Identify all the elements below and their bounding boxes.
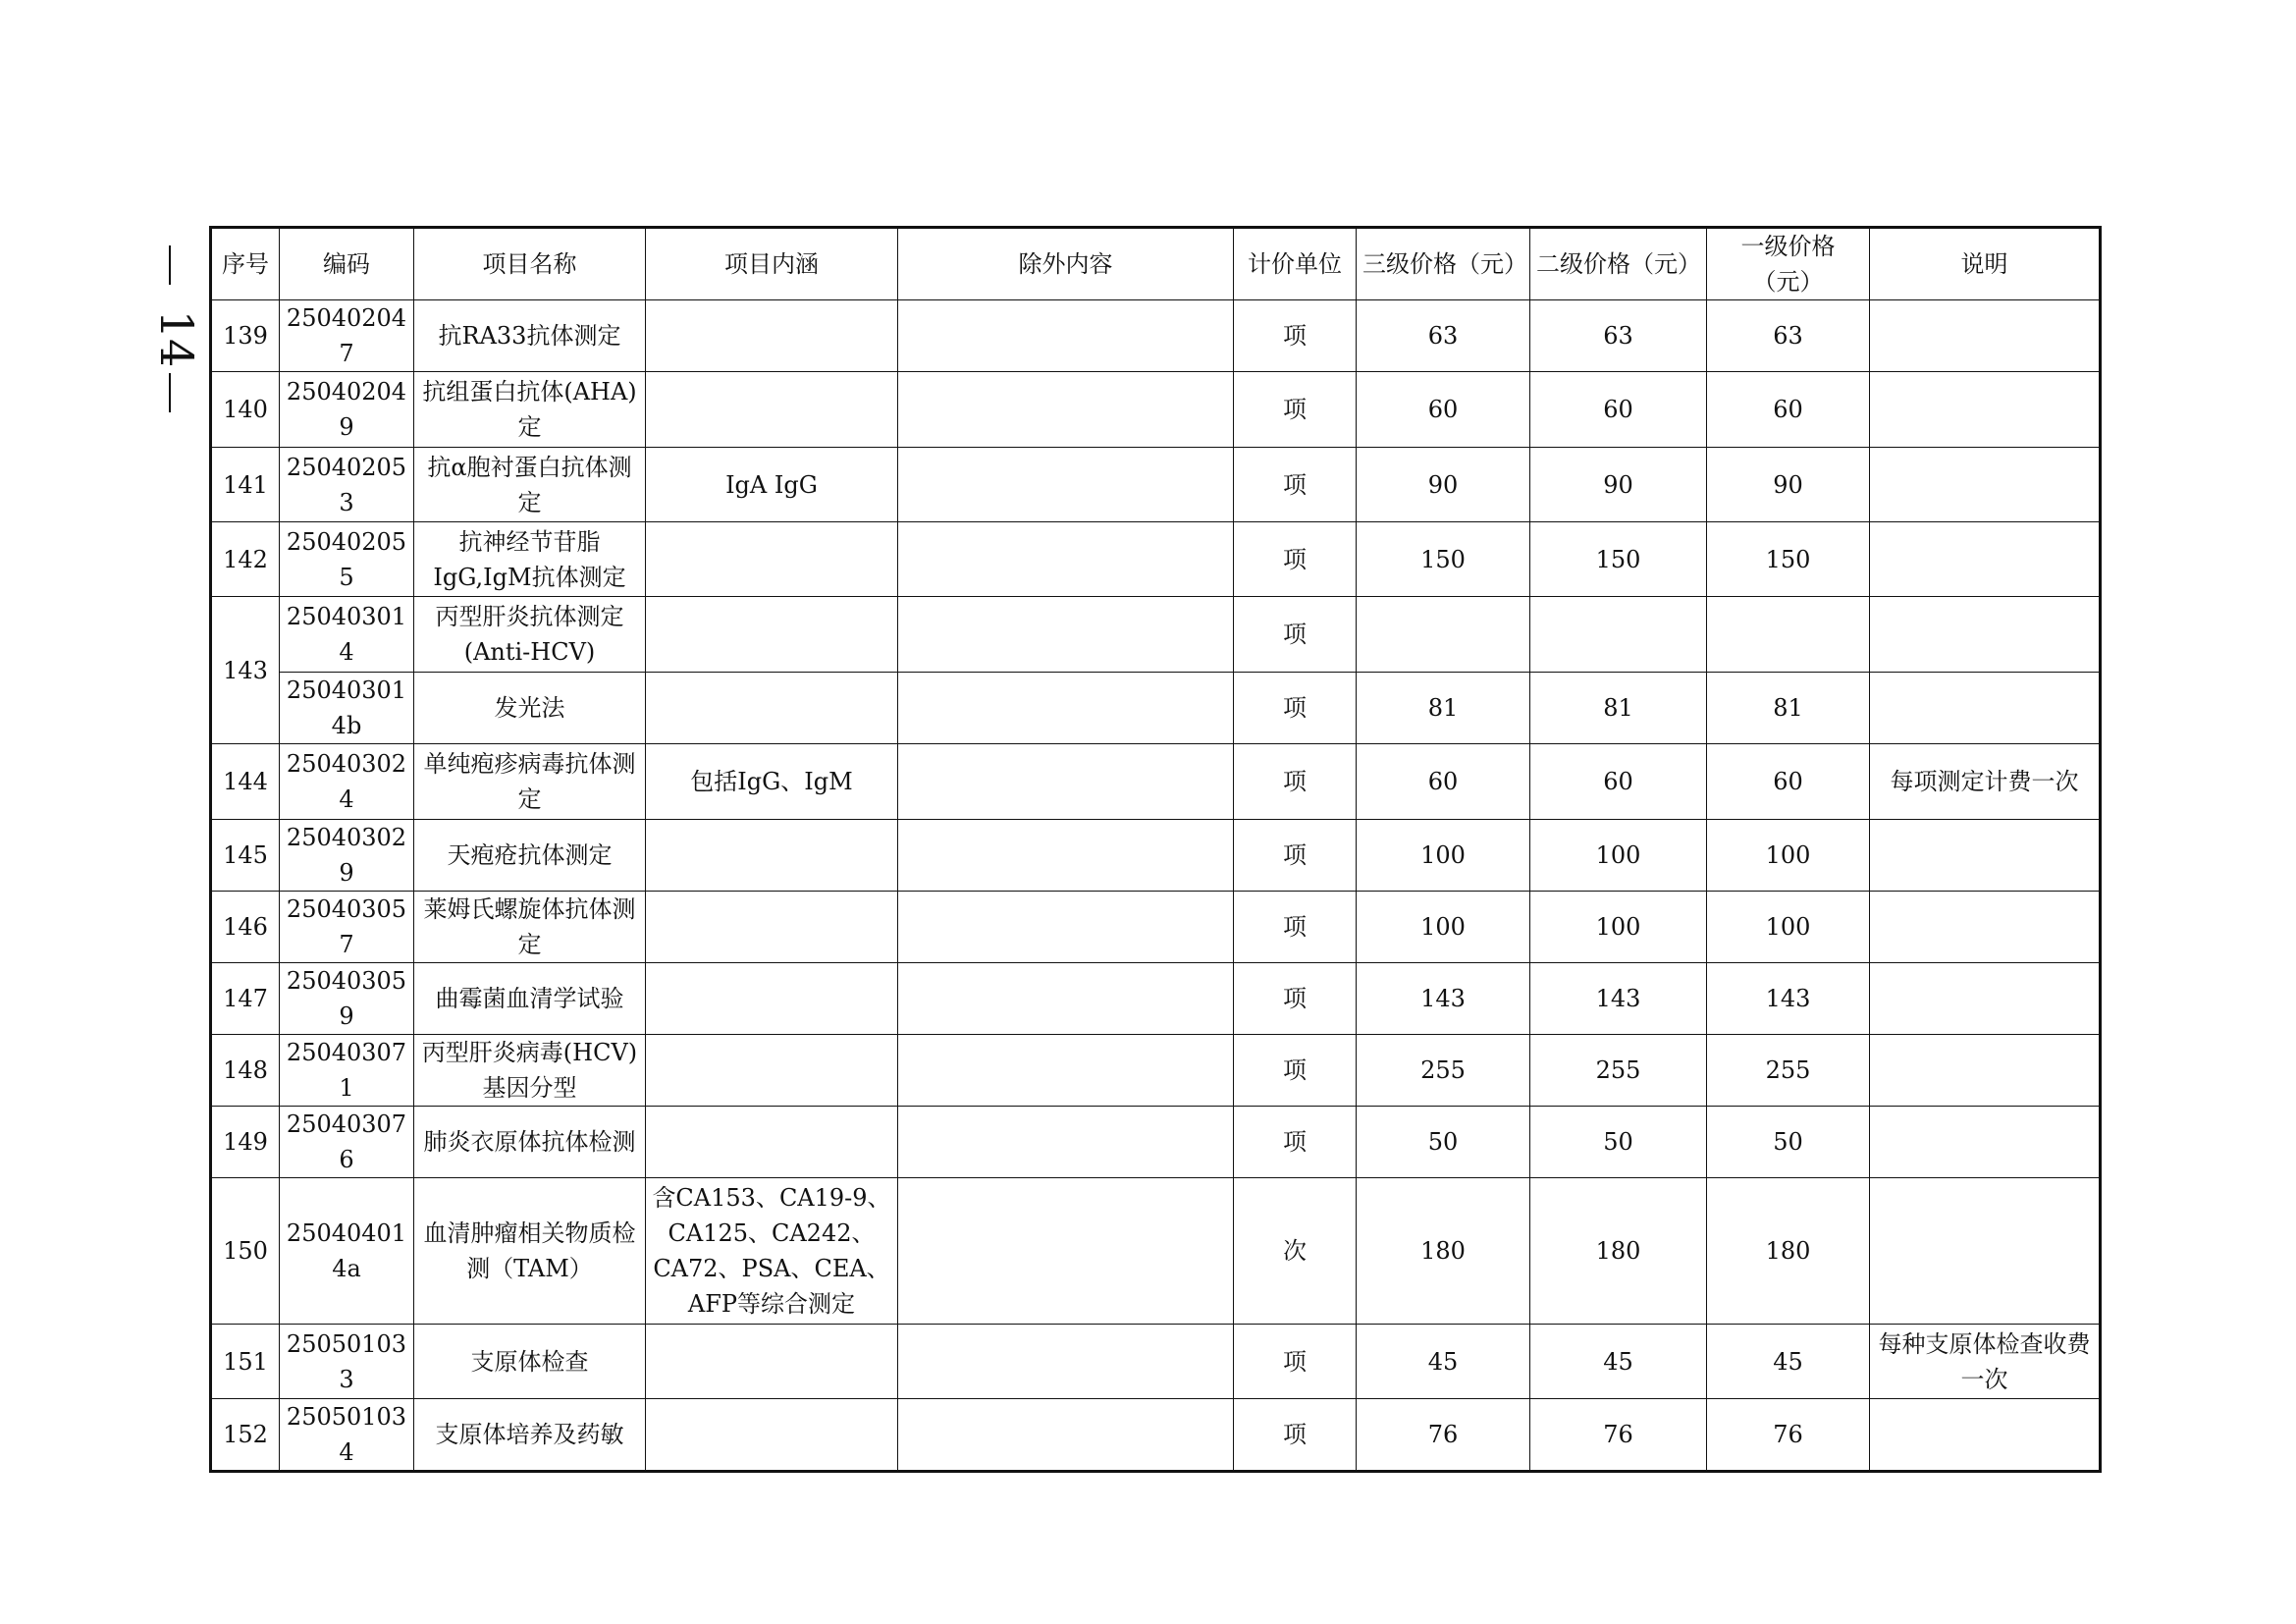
page-number-dash-bottom bbox=[169, 373, 171, 412]
cell-content bbox=[646, 673, 898, 744]
cell-price-level1: 76 bbox=[1707, 1399, 1870, 1472]
table-header-row bbox=[211, 228, 2101, 300]
cell-note bbox=[1870, 448, 2101, 522]
cell-unit: 项 bbox=[1234, 963, 1357, 1035]
cell-excluded bbox=[898, 963, 1234, 1035]
header-unit: 计价单位 bbox=[1234, 228, 1357, 300]
cell-unit: 项 bbox=[1234, 1107, 1357, 1178]
cell-excluded bbox=[898, 522, 1234, 597]
cell-price-level2: 60 bbox=[1530, 744, 1707, 820]
cell-price-level3: 45 bbox=[1357, 1325, 1530, 1399]
cell-code: 250403014 bbox=[280, 597, 414, 673]
cell-seq: 150 bbox=[211, 1178, 280, 1325]
cell-content bbox=[646, 1399, 898, 1472]
cell-note bbox=[1870, 372, 2101, 448]
cell-price-level3: 76 bbox=[1357, 1399, 1530, 1472]
cell-code: 250403071 bbox=[280, 1035, 414, 1107]
cell-price-level1: 150 bbox=[1707, 522, 1870, 597]
cell-name: 血清肿瘤相关物质检测（TAM） bbox=[414, 1178, 646, 1325]
page-number-text: 14 bbox=[150, 309, 203, 368]
table-row bbox=[211, 1178, 2101, 1325]
cell-price-level1: 60 bbox=[1707, 372, 1870, 448]
cell-price-level3: 50 bbox=[1357, 1107, 1530, 1178]
cell-price-level3: 100 bbox=[1357, 892, 1530, 963]
cell-content bbox=[646, 1035, 898, 1107]
cell-unit: 项 bbox=[1234, 744, 1357, 820]
cell-seq: 149 bbox=[211, 1107, 280, 1178]
table-row bbox=[211, 963, 2101, 1035]
cell-content: IgA IgG bbox=[646, 448, 898, 522]
cell-name: 支原体培养及药敏 bbox=[414, 1399, 646, 1472]
cell-name: 肺炎衣原体抗体检测 bbox=[414, 1107, 646, 1178]
cell-name: 抗神经节苷脂IgG,IgM抗体测定 bbox=[414, 522, 646, 597]
cell-code: 250402049 bbox=[280, 372, 414, 448]
cell-unit: 项 bbox=[1234, 892, 1357, 963]
cell-excluded bbox=[898, 372, 1234, 448]
cell-price-level1: 81 bbox=[1707, 673, 1870, 744]
cell-excluded bbox=[898, 300, 1234, 372]
cell-price-level1: 255 bbox=[1707, 1035, 1870, 1107]
table-row bbox=[211, 1399, 2101, 1472]
cell-unit: 项 bbox=[1234, 597, 1357, 673]
cell-price-level3: 100 bbox=[1357, 820, 1530, 892]
cell-code: 250501033 bbox=[280, 1325, 414, 1399]
cell-name: 单纯疱疹病毒抗体测定 bbox=[414, 744, 646, 820]
cell-name: 天疱疮抗体测定 bbox=[414, 820, 646, 892]
cell-note bbox=[1870, 963, 2101, 1035]
cell-excluded bbox=[898, 673, 1234, 744]
cell-code: 250402047 bbox=[280, 300, 414, 372]
cell-seq: 148 bbox=[211, 1035, 280, 1107]
cell-note bbox=[1870, 673, 2101, 744]
cell-excluded bbox=[898, 744, 1234, 820]
header-name: 项目名称 bbox=[414, 228, 646, 300]
cell-price-level2: 90 bbox=[1530, 448, 1707, 522]
cell-content bbox=[646, 1107, 898, 1178]
cell-seq: 151 bbox=[211, 1325, 280, 1399]
cell-note: 每项测定计费一次 bbox=[1870, 744, 2101, 820]
table-row bbox=[211, 448, 2101, 522]
cell-price-level2: 60 bbox=[1530, 372, 1707, 448]
cell-note bbox=[1870, 1107, 2101, 1178]
page-number bbox=[147, 245, 206, 412]
cell-price-level2: 45 bbox=[1530, 1325, 1707, 1399]
header-content: 项目内涵 bbox=[646, 228, 898, 300]
cell-content: 包括IgG、IgM bbox=[646, 744, 898, 820]
table-row bbox=[211, 522, 2101, 597]
cell-name: 抗组蛋白抗体(AHA)定 bbox=[414, 372, 646, 448]
header-price-level2: 二级价格（元） bbox=[1530, 228, 1707, 300]
cell-note bbox=[1870, 597, 2101, 673]
cell-seq: 140 bbox=[211, 372, 280, 448]
cell-price-level1: 180 bbox=[1707, 1178, 1870, 1325]
cell-price-level3: 143 bbox=[1357, 963, 1530, 1035]
cell-code: 250403024 bbox=[280, 744, 414, 820]
cell-code: 250403014b bbox=[280, 673, 414, 744]
cell-price-level3: 180 bbox=[1357, 1178, 1530, 1325]
cell-seq: 152 bbox=[211, 1399, 280, 1472]
cell-name: 抗α胞衬蛋白抗体测定 bbox=[414, 448, 646, 522]
cell-price-level2: 81 bbox=[1530, 673, 1707, 744]
cell-price-level1: 90 bbox=[1707, 448, 1870, 522]
cell-price-level3: 255 bbox=[1357, 1035, 1530, 1107]
cell-price-level3: 60 bbox=[1357, 744, 1530, 820]
cell-unit: 项 bbox=[1234, 522, 1357, 597]
cell-code: 250402055 bbox=[280, 522, 414, 597]
cell-unit: 项 bbox=[1234, 448, 1357, 522]
cell-unit: 项 bbox=[1234, 820, 1357, 892]
cell-excluded bbox=[898, 448, 1234, 522]
cell-code: 250403076 bbox=[280, 1107, 414, 1178]
cell-note bbox=[1870, 820, 2101, 892]
cell-content bbox=[646, 963, 898, 1035]
cell-seq: 142 bbox=[211, 522, 280, 597]
cell-code: 250402053 bbox=[280, 448, 414, 522]
cell-note: 每种支原体检查收费一次 bbox=[1870, 1325, 2101, 1399]
cell-price-level1: 60 bbox=[1707, 744, 1870, 820]
cell-content bbox=[646, 892, 898, 963]
cell-price-level2: 150 bbox=[1530, 522, 1707, 597]
cell-code: 250404014a bbox=[280, 1178, 414, 1325]
cell-price-level2: 50 bbox=[1530, 1107, 1707, 1178]
cell-code: 250403029 bbox=[280, 820, 414, 892]
cell-note bbox=[1870, 1035, 2101, 1107]
cell-excluded bbox=[898, 892, 1234, 963]
cell-price-level3: 81 bbox=[1357, 673, 1530, 744]
cell-unit: 项 bbox=[1234, 372, 1357, 448]
cell-note bbox=[1870, 300, 2101, 372]
cell-name: 发光法 bbox=[414, 673, 646, 744]
cell-excluded bbox=[898, 597, 1234, 673]
cell-price-level2: 143 bbox=[1530, 963, 1707, 1035]
cell-unit: 项 bbox=[1234, 1325, 1357, 1399]
cell-name: 丙型肝炎病毒(HCV)基因分型 bbox=[414, 1035, 646, 1107]
cell-content bbox=[646, 597, 898, 673]
cell-seq: 144 bbox=[211, 744, 280, 820]
cell-name: 抗RA33抗体测定 bbox=[414, 300, 646, 372]
cell-price-level2: 255 bbox=[1530, 1035, 1707, 1107]
cell-seq: 143 bbox=[211, 597, 280, 744]
cell-content bbox=[646, 300, 898, 372]
cell-price-level2: 63 bbox=[1530, 300, 1707, 372]
cell-price-level2 bbox=[1530, 597, 1707, 673]
cell-content bbox=[646, 372, 898, 448]
cell-code: 250501034 bbox=[280, 1399, 414, 1472]
cell-price-level2: 100 bbox=[1530, 820, 1707, 892]
table-row bbox=[211, 1035, 2101, 1107]
cell-unit: 次 bbox=[1234, 1178, 1357, 1325]
cell-note bbox=[1870, 892, 2101, 963]
header-note: 说明 bbox=[1870, 228, 2101, 300]
cell-price-level3: 150 bbox=[1357, 522, 1530, 597]
cell-note bbox=[1870, 522, 2101, 597]
table-row bbox=[211, 892, 2101, 963]
cell-price-level3: 90 bbox=[1357, 448, 1530, 522]
cell-price-level1 bbox=[1707, 597, 1870, 673]
cell-seq: 146 bbox=[211, 892, 280, 963]
header-code: 编码 bbox=[280, 228, 414, 300]
cell-seq: 139 bbox=[211, 300, 280, 372]
cell-code: 250403057 bbox=[280, 892, 414, 963]
cell-note bbox=[1870, 1178, 2101, 1325]
cell-note bbox=[1870, 1399, 2101, 1472]
cell-price-level2: 76 bbox=[1530, 1399, 1707, 1472]
table-row bbox=[211, 1107, 2101, 1178]
cell-excluded bbox=[898, 1178, 1234, 1325]
cell-price-level1: 143 bbox=[1707, 963, 1870, 1035]
header-price-level3: 三级价格（元） bbox=[1357, 228, 1530, 300]
table-row bbox=[211, 1325, 2101, 1399]
cell-price-level1: 63 bbox=[1707, 300, 1870, 372]
cell-price-level3: 63 bbox=[1357, 300, 1530, 372]
header-seq: 序号 bbox=[211, 228, 280, 300]
cell-unit: 项 bbox=[1234, 1035, 1357, 1107]
header-excluded: 除外内容 bbox=[898, 228, 1234, 300]
cell-name: 支原体检查 bbox=[414, 1325, 646, 1399]
cell-excluded bbox=[898, 1035, 1234, 1107]
cell-price-level3 bbox=[1357, 597, 1530, 673]
cell-price-level2: 100 bbox=[1530, 892, 1707, 963]
cell-price-level1: 45 bbox=[1707, 1325, 1870, 1399]
cell-content bbox=[646, 1325, 898, 1399]
cell-name: 莱姆氏螺旋体抗体测定 bbox=[414, 892, 646, 963]
table-row bbox=[211, 597, 2101, 673]
cell-price-level1: 100 bbox=[1707, 820, 1870, 892]
price-table bbox=[209, 226, 2102, 1473]
table-row bbox=[211, 820, 2101, 892]
table-row bbox=[211, 673, 2101, 744]
cell-name: 丙型肝炎抗体测定(Anti-HCV) bbox=[414, 597, 646, 673]
table-row bbox=[211, 300, 2101, 372]
cell-code: 250403059 bbox=[280, 963, 414, 1035]
cell-content: 含CA153、CA19-9、CA125、CA242、CA72、PSA、CEA、AFP等综合测定 bbox=[646, 1178, 898, 1325]
cell-seq: 145 bbox=[211, 820, 280, 892]
header-price-level1: 一级价格（元） bbox=[1707, 228, 1870, 300]
cell-unit: 项 bbox=[1234, 300, 1357, 372]
cell-price-level1: 50 bbox=[1707, 1107, 1870, 1178]
cell-name: 曲霉菌血清学试验 bbox=[414, 963, 646, 1035]
table-row bbox=[211, 744, 2101, 820]
cell-price-level2: 180 bbox=[1530, 1178, 1707, 1325]
cell-seq: 141 bbox=[211, 448, 280, 522]
cell-excluded bbox=[898, 1325, 1234, 1399]
cell-unit: 项 bbox=[1234, 673, 1357, 744]
table-row bbox=[211, 372, 2101, 448]
cell-excluded bbox=[898, 820, 1234, 892]
cell-price-level3: 60 bbox=[1357, 372, 1530, 448]
cell-unit: 项 bbox=[1234, 1399, 1357, 1472]
cell-seq: 147 bbox=[211, 963, 280, 1035]
page-number-dash-top bbox=[169, 245, 171, 285]
cell-content bbox=[646, 522, 898, 597]
cell-content bbox=[646, 820, 898, 892]
cell-excluded bbox=[898, 1107, 1234, 1178]
cell-price-level1: 100 bbox=[1707, 892, 1870, 963]
cell-excluded bbox=[898, 1399, 1234, 1472]
